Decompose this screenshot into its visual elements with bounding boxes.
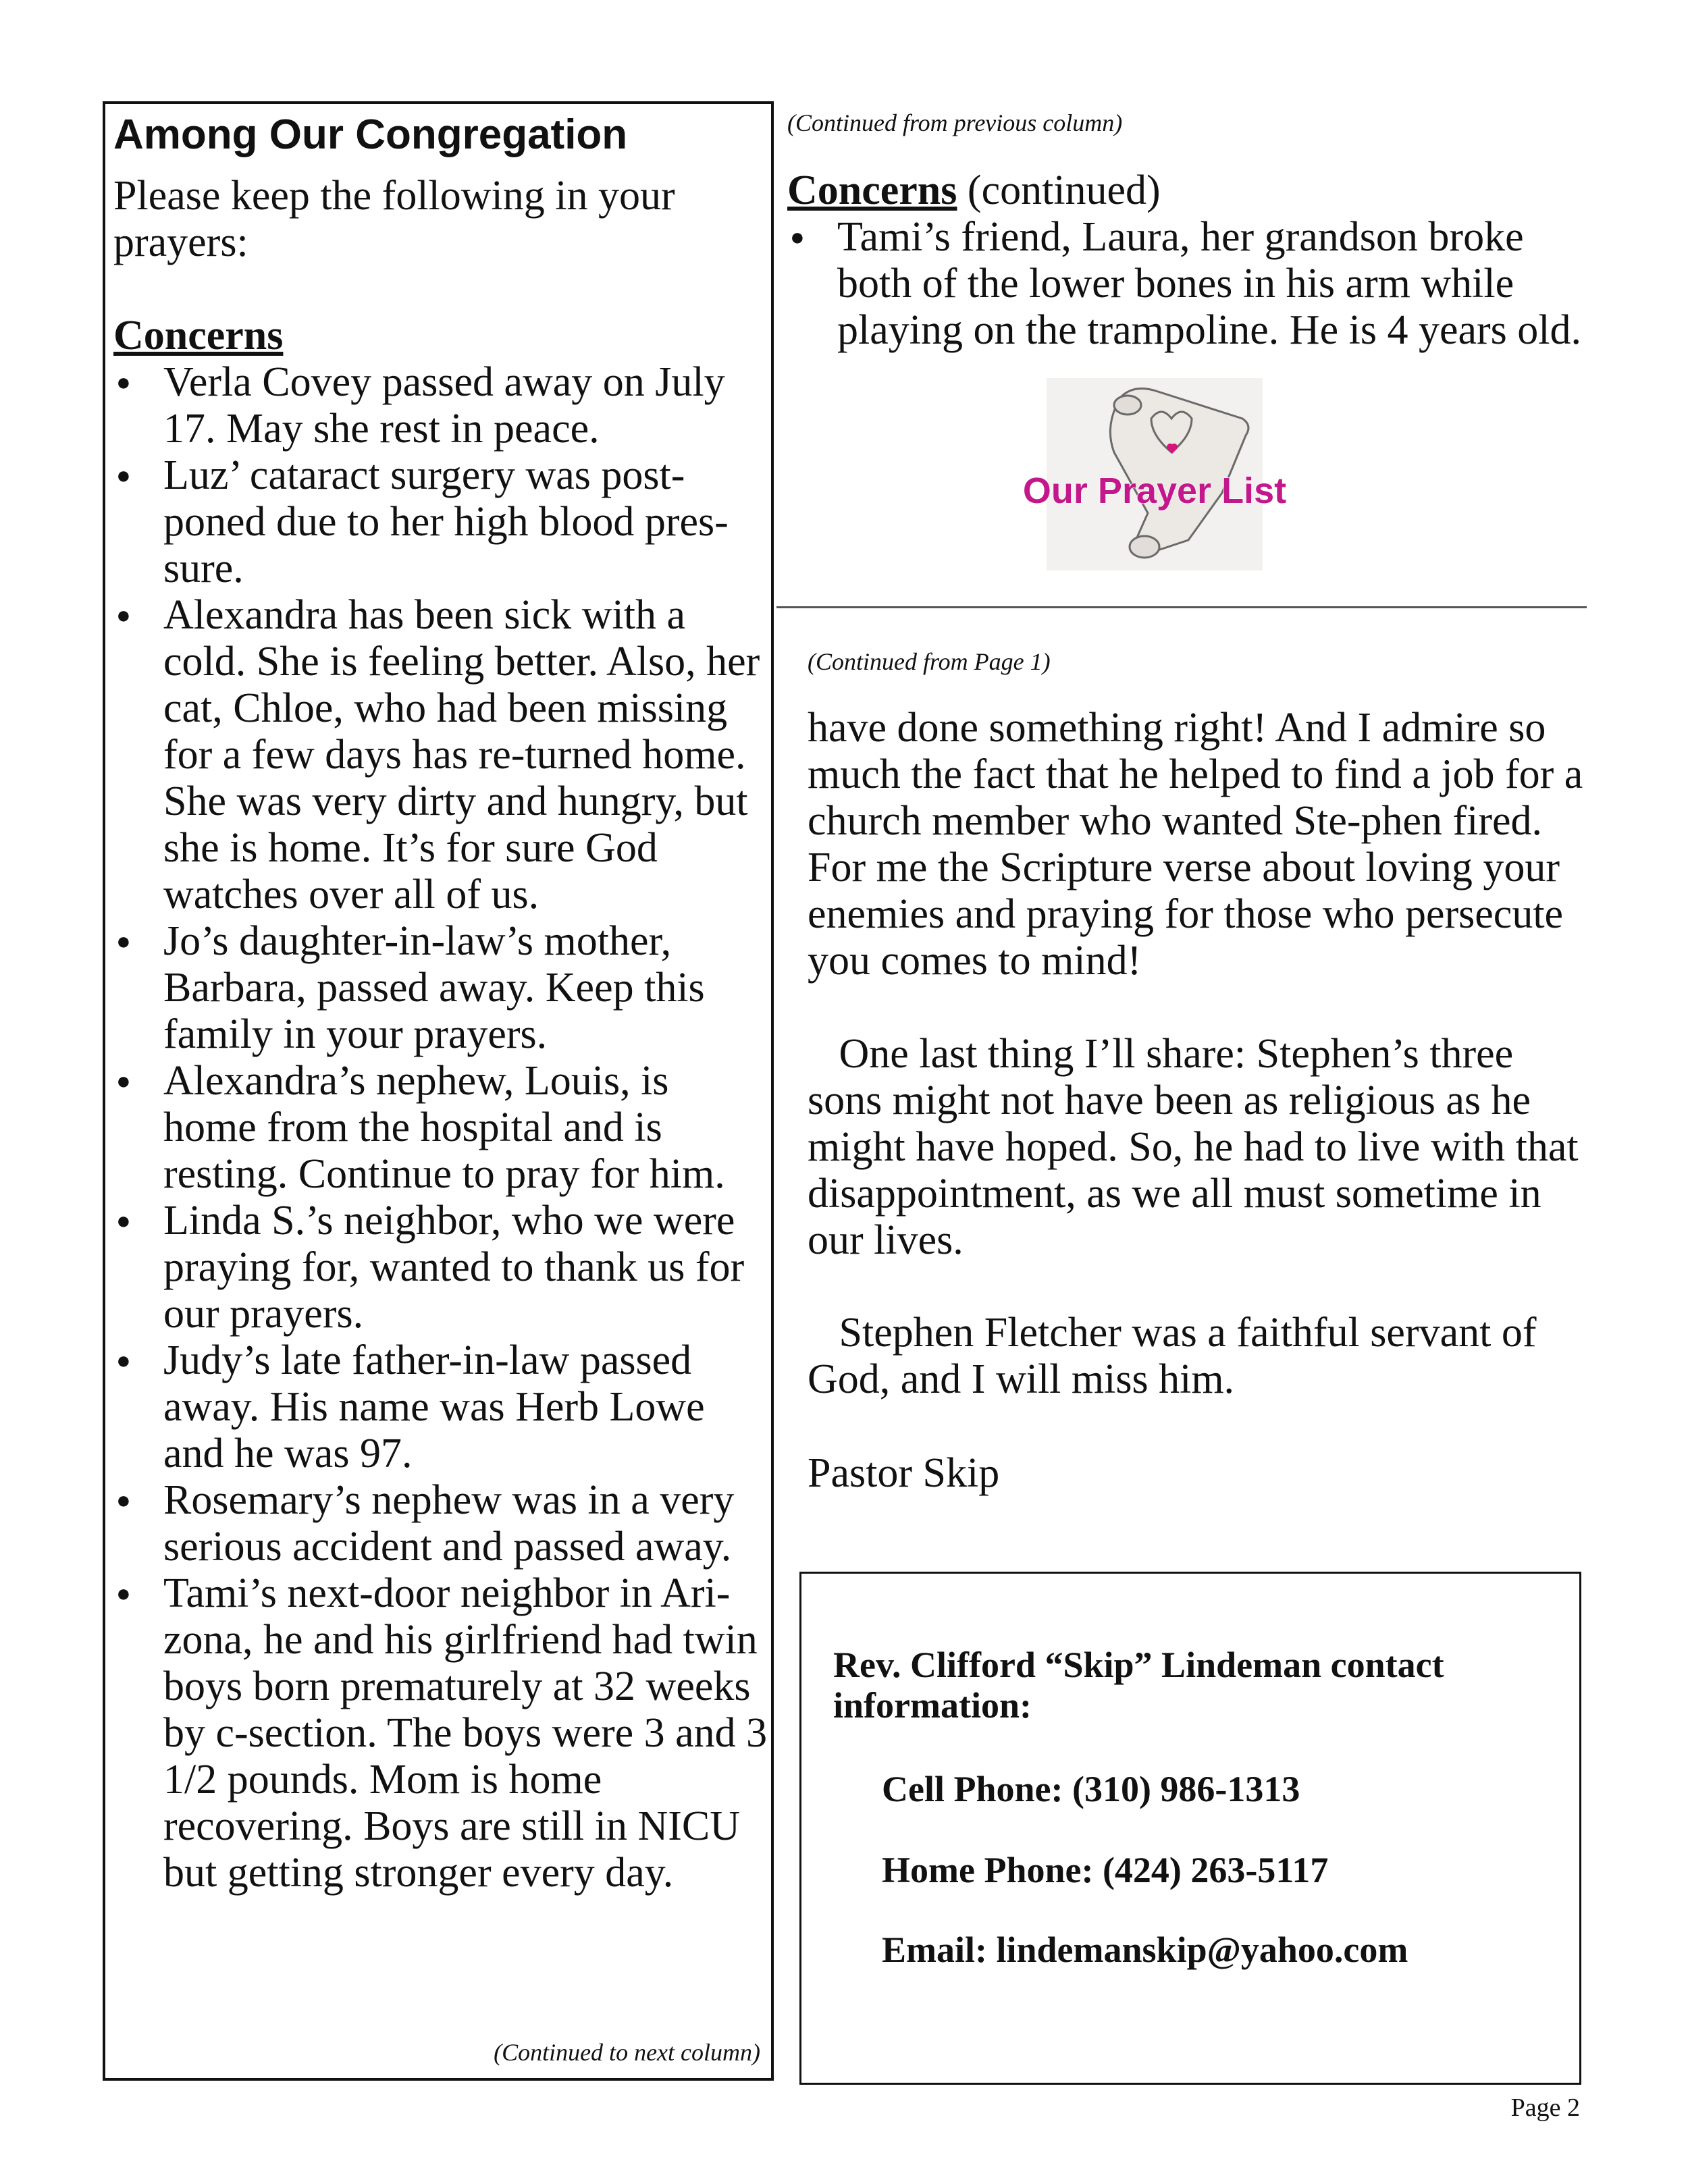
bullet-icon: ● [116, 369, 131, 396]
continued-prev-note: (Continued from previous column) [787, 109, 1123, 136]
contact-cell-phone: Cell Phone: (310) 986-1313 [882, 1769, 1300, 1809]
concerns-continued-heading [787, 167, 1161, 214]
bullet-icon: ● [116, 928, 131, 955]
list-item: ● Tami’s friend, Laura, her grandson broke both of the lower bones in his arm while playing on the trampoline. He is 4 years old. [790, 214, 1581, 353]
contact-email: Email: lindemanskip@yahoo.com [882, 1929, 1408, 1970]
continued-page1-note: (Continued from Page 1) [808, 648, 1051, 675]
scroll-roll-top [1114, 396, 1141, 415]
list-item: ● Rosemary’s nephew was in a very serious accident and passed away. [116, 1477, 735, 1570]
list-item: ● Tami’s next-door neighbor in Ari-zona, he and his girlfriend had twin boys born prematurely at 32 weeks by c-section. The boys were 3 and 3 1/2 pounds. Mom is home recovering. Boys are still in NICU but getting stronger every day. [116, 1570, 768, 1896]
list-item: ● Alexandra has been sick with a cold. She is feeling better. Also, her cat, Chloe, who had been missing for a few days has re-turned home. She was very dirty and hungry, but she is home. It’s for sure God watches over all of us. [116, 592, 760, 917]
contact-title: Rev. Clifford “Skip” Lindeman contact information: [833, 1645, 1444, 1726]
scroll-roll-bottom [1130, 536, 1159, 558]
letter-paragraph-1: have done something right! And I admire so much the fact that he helped to find a job for a church member who wanted Ste-phen fired. For me the Scripture verse about loving your enemies and praying for those who persecute you comes to mind! [808, 705, 1583, 984]
letter-paragraph-2: One last thing I’ll share: Stephen’s three sons might not have been as religious as he might have hoped. So, he had to live with that disappointment, as we all must sometime in our lives. [808, 1031, 1579, 1263]
page-number: Page 2 [1510, 2094, 1580, 2122]
section-title: Among Our Congregation [113, 111, 628, 158]
continued-next-note: (Continued to next column) [494, 2039, 760, 2066]
bullet-icon: ● [116, 1347, 131, 1374]
bullet-icon: ● [116, 1207, 131, 1234]
bullet-icon: ● [790, 223, 805, 250]
concerns-heading: Concerns [113, 313, 284, 358]
concerns-heading-label: Concerns [787, 167, 957, 213]
letter-paragraph-3: Stephen Fletcher was a faithful servant of God, and I will miss him. [808, 1310, 1537, 1402]
concerns-list-continued [787, 214, 1584, 354]
concerns-heading-suffix: (continued) [957, 167, 1161, 213]
list-item: ● Luz’ cataract surgery was post-poned due to her high blood pres-sure. [116, 452, 729, 591]
bullet-icon: ● [116, 462, 131, 489]
bullet-icon: ● [116, 602, 131, 629]
bullet-icon: ● [116, 1487, 131, 1514]
bullet-icon: ● [116, 1580, 131, 1607]
concerns-list [113, 359, 768, 1896]
list-item: ● Alexandra’s nephew, Louis, is home from the hospital and is resting. Continue to pray for him. [116, 1058, 725, 1197]
contact-home-phone: Home Phone: (424) 263-5117 [882, 1850, 1329, 1890]
section-divider [776, 606, 1587, 608]
list-item: ● Judy’s late father-in-law passed away. His name was Herb Lowe and he was 97. [116, 1337, 705, 1476]
list-item: ● Jo’s daughter-in-law’s mother, Barbara, passed away. Keep this family in your prayers. [116, 918, 705, 1057]
bullet-icon: ● [116, 1067, 131, 1094]
list-item: ● Linda S.’s neighbor, who we were praying for, wanted to thank us for our prayers. [116, 1198, 745, 1337]
prayer-list-scroll-icon [1020, 378, 1290, 570]
list-item: ● Verla Covey passed away on July 17. May she rest in peace. [116, 359, 725, 452]
intro-text: Please keep the following in your prayers: [113, 173, 675, 265]
prayer-list-label: Our Prayer List [1022, 471, 1287, 511]
letter-signature: Pastor Skip [808, 1450, 1000, 1496]
